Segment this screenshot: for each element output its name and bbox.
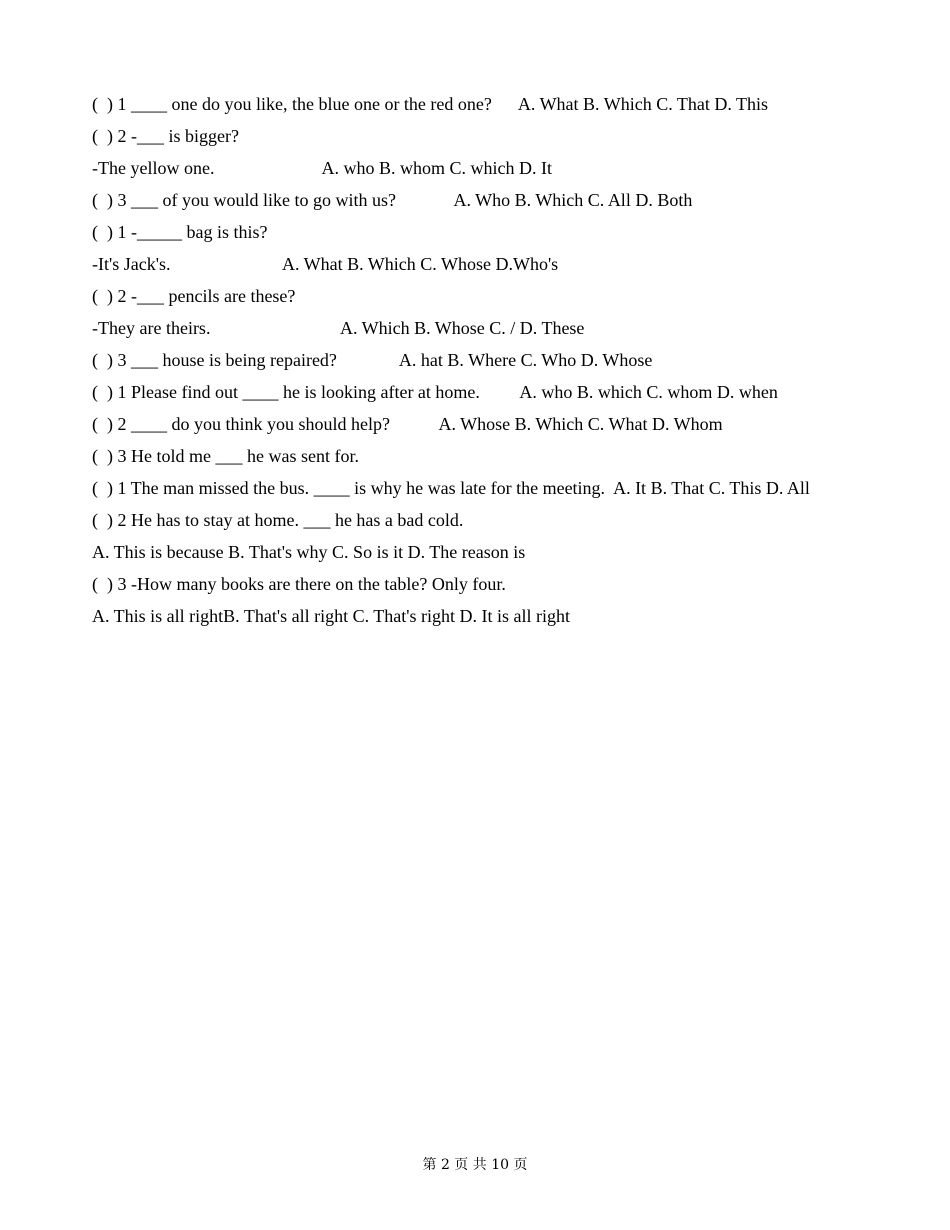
question-line: ( ) 1 ____ one do you like, the blue one or the red one? A. What B. Which C. That D. This xyxy=(92,94,769,114)
question-line: ( ) 1 Please find out ____ he is looking after at home. A. who B. which C. whom D. when xyxy=(92,382,778,402)
question-line: ( ) 2 He has to stay at home. ___ he has a bad cold. xyxy=(92,510,464,530)
question-line: ( ) 3 -How many books are there on the table? Only four. xyxy=(92,574,506,594)
question-line: ( ) 1 -_____ bag is this? xyxy=(92,222,268,242)
question-line: ( ) 3 He told me ___ he was sent for. xyxy=(92,446,359,466)
question-line: -The yellow one. A. who B. whom C. which D. It xyxy=(92,158,552,178)
question-line: ( ) 3 ___ house is being repaired? A. hat B. Where C. Who D. Whose xyxy=(92,350,653,370)
question-line: A. This is all rightB. That's all right C. That's right D. It is all right xyxy=(92,606,570,626)
question-line: -It's Jack's. A. What B. Which C. Whose D.Who's xyxy=(92,254,559,274)
question-line: ( ) 2 -___ pencils are these? xyxy=(92,286,296,306)
question-line: ( ) 3 ___ of you would like to go with us? A. Who B. Which C. All D. Both xyxy=(92,190,693,210)
question-line: ( ) 1 The man missed the bus. ____ is why he was late for the meeting. A. It B. That C. This D. All xyxy=(92,478,810,498)
question-list xyxy=(92,92,892,636)
question-line: -They are theirs. A. Which B. Whose C. / D. These xyxy=(92,318,585,338)
question-line: ( ) 2 -___ is bigger? xyxy=(92,126,239,146)
question-line: A. This is because B. That's why C. So is it D. The reason is xyxy=(92,542,526,562)
question-line: ( ) 2 ____ do you think you should help? A. Whose B. Which C. What D. Whom xyxy=(92,414,723,434)
page-footer: 第 2 页 共 10 页 xyxy=(422,1157,528,1173)
